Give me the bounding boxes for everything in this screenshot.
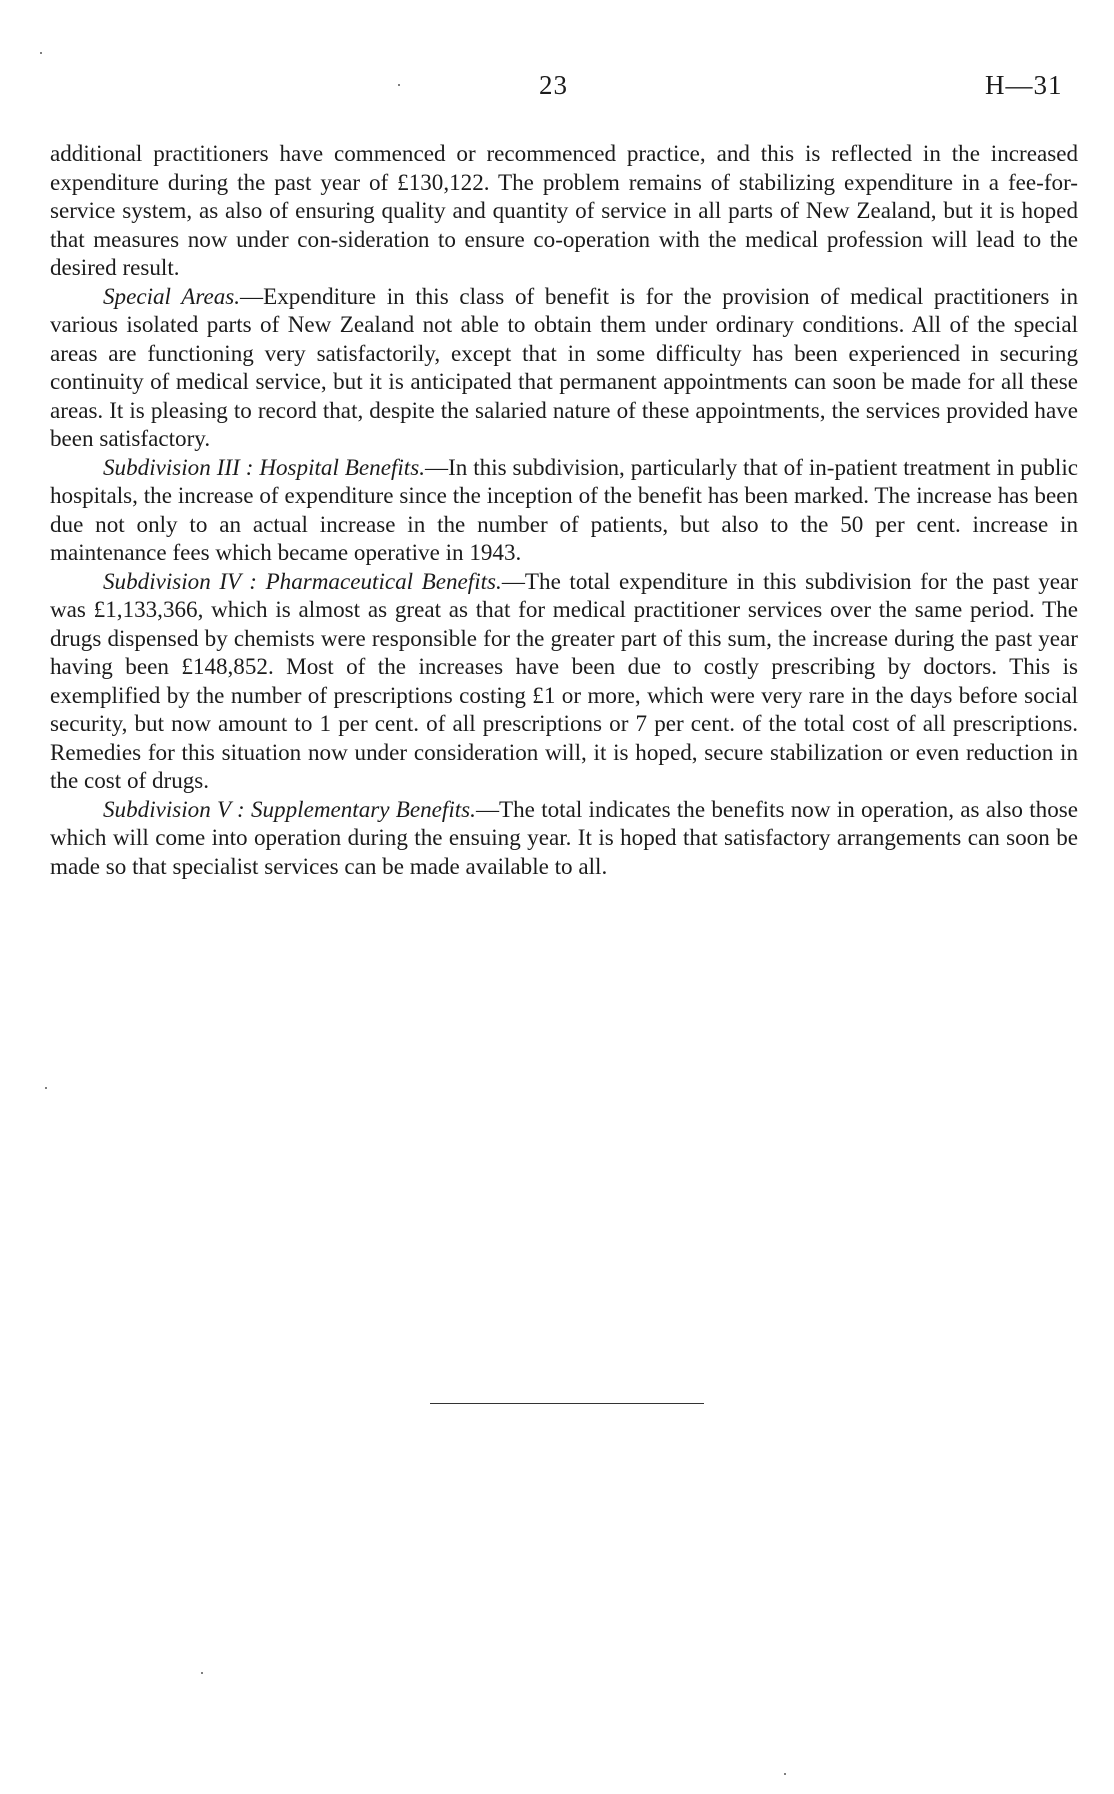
page-header — [0, 70, 1114, 110]
paragraph-text: —The total indicates the benefits now in operation, as also those which will come into operation during the ensuing year. It is hoped that satisfactory arrangements can soon be made so that specialist services can be made available to all. — [50, 795, 1079, 879]
paragraph-text: —In this subdivision, particularly that of in-patient treatment in public hospitals, the increase of expenditure since the inception of the benefit has been marked. The increase has been due not only to an actual increase in the number of patients, but also to the 50 per cent. increase in maintenance fees which became operative in 1943. — [50, 453, 1078, 565]
scan-speck — [40, 52, 42, 54]
closing-rule — [430, 1403, 704, 1404]
section-heading-hospital-benefits: Subdivision III : Hospital Benefits. — [103, 453, 425, 480]
scan-speck — [201, 1672, 203, 1674]
paragraph-hospital-benefits — [50, 453, 1078, 567]
page-number: 23 — [539, 70, 568, 100]
scan-speck — [784, 1773, 786, 1775]
paragraph-supplementary-benefits — [50, 795, 1078, 881]
section-heading-special-areas: Special Areas. — [103, 282, 241, 309]
paragraph-text: —The total expenditure in this subdivision for the past year was £1,133,366, which is almost as great as that for medical practitioner services over the same period. The drugs dispensed by chemists were responsible for the greater part of this sum, the increase during the past year having been £148,852. Most of the increases have been due to costly prescribing by doctors. This is exemplified by the number of prescriptions costing £1 or more, which were very rare in the days before social security, but now amount to 1 per cent. of all prescriptions or 7 per cent. of the total cost of all prescriptions. Remedies for this situation now under consideration will, it is hoped, secure stabilization or even reduction in the cost of drugs. — [50, 567, 1078, 793]
section-heading-supplementary-benefits: Subdivision V : Supplementary Benefits. — [103, 795, 476, 822]
paragraph-special-areas — [50, 282, 1078, 453]
paragraph-pharmaceutical-benefits — [50, 567, 1078, 795]
paragraph-text: —Expenditure in this class of benefit is for the provision of medical practitioners in various isolated parts of New Zealand not able to obtain them under ordinary conditions. All of the special areas are functioning very satisfactorily, except that in some difficulty has been experienced in securing continuity of medical service, but it is anticipated that permanent appointments can soon be made for all these areas. It is pleasing to record that, despite the salaried nature of these appointments, the services provided have been satisfactory. — [50, 282, 1079, 451]
scan-speck — [398, 84, 400, 86]
paragraph-medical-expenditure — [50, 139, 1078, 282]
section-heading-pharmaceutical-benefits: Subdivision IV : Pharmaceutical Benefits. — [103, 567, 502, 594]
report-body — [50, 139, 1078, 880]
paragraph-text: additional practitioners have commenced or recommenced practice, and this is reflected in the increased expenditure during the past year of £130,122. The problem remains of stabilizing expenditure in a fee-for-service system, as also of ensuring quality and quantity of service in all parts of New Zealand, but it is hoped that measures now under con-sideration to ensure co-operation with the medical profession will lead to the desired result. — [50, 140, 1078, 280]
document-reference: H—31 — [985, 70, 1063, 100]
scan-speck — [45, 1087, 47, 1089]
